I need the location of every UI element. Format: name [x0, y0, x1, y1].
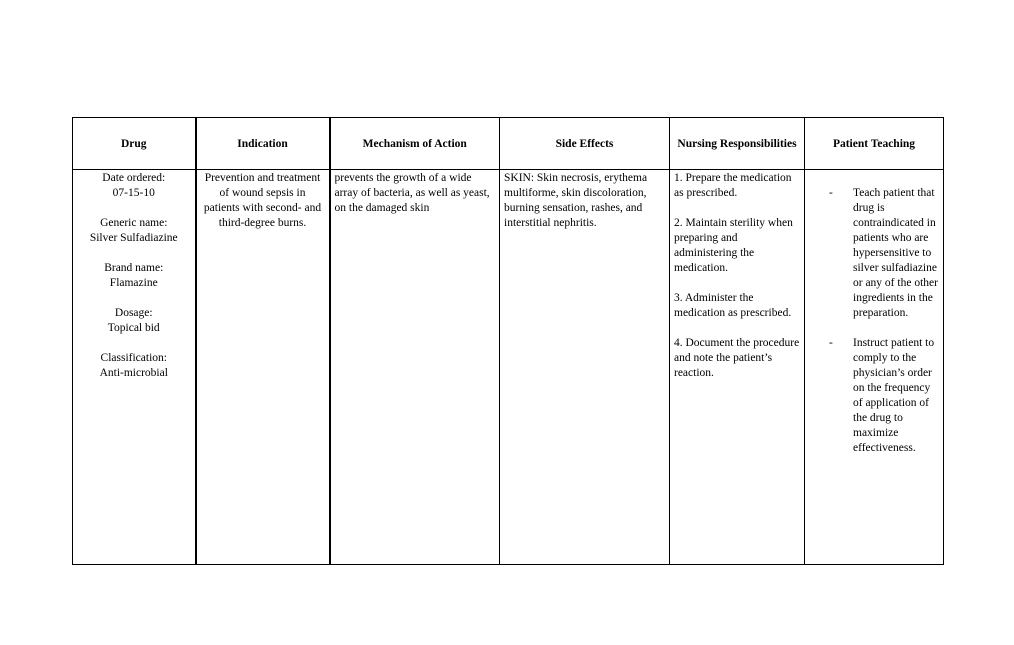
generic-name-label: Generic name:	[100, 217, 168, 229]
teaching-bullet: -	[829, 337, 833, 349]
mechanism-text: prevents the growth of a wide array of bacteria, as well as yeast, on the damaged skin	[334, 172, 490, 214]
nursing-step: 3. Administer the medication as prescribed.	[674, 292, 792, 319]
nursing-step: 4. Document the procedure and note the patient’s reaction.	[674, 337, 800, 379]
header-teaching: Patient Teaching	[805, 118, 944, 170]
nursing-cell	[670, 170, 805, 565]
header-side-effects: Side Effects	[500, 118, 670, 170]
dosage-value: Topical bid	[107, 322, 160, 334]
classification-value: Anti-microbial	[99, 367, 168, 379]
header-nursing: Nursing Responsibilities	[670, 118, 805, 170]
side-effects-text: SKIN: Skin necrosis, erythema multiforme, skin discoloration, burning sensation, rashes, and interstitial nephritis.	[504, 172, 648, 229]
date-ordered-value: 07-15-10	[112, 187, 155, 199]
generic-name-value: Silver Sulfadiazine	[89, 232, 178, 244]
brand-name	[77, 261, 191, 291]
indication-cell	[196, 170, 330, 565]
date-ordered-label: Date ordered:	[102, 172, 166, 184]
teaching-bullet: -	[829, 187, 833, 199]
teaching-text: Teach patient that drug is contraindicated in patients who are hypersensitive to silver sulfadiazine or any of the other ingredients in the preparation.	[853, 187, 938, 319]
content-row	[73, 170, 944, 565]
date-ordered	[77, 171, 191, 201]
teaching-item	[809, 186, 939, 321]
header-drug: Drug	[73, 118, 196, 170]
side-effects-cell	[500, 170, 670, 565]
teaching-item	[809, 336, 939, 456]
drug-study-table	[72, 117, 944, 565]
dosage	[77, 306, 191, 336]
mechanism-cell	[330, 170, 500, 565]
dosage-label: Dosage:	[114, 307, 153, 319]
teaching-text: Instruct patient to comply to the physician’s order on the frequency of application of the drug to maximize effectiveness.	[853, 337, 935, 454]
brand-name-value: Flamazine	[109, 277, 158, 289]
header-indication: Indication	[196, 118, 330, 170]
header-row	[73, 118, 944, 170]
drug-cell	[73, 170, 196, 565]
header-mechanism: Mechanism of Action	[330, 118, 500, 170]
indication-text: Prevention and treatment of wound sepsis in patients with second- and third-degree burns.	[203, 172, 322, 229]
brand-name-label: Brand name:	[104, 262, 164, 274]
generic-name	[77, 216, 191, 246]
classification	[77, 351, 191, 381]
teaching-cell	[805, 170, 944, 565]
teaching-list	[809, 186, 939, 456]
classification-label: Classification:	[100, 352, 167, 364]
nursing-step: 1. Prepare the medication as prescribed.	[674, 172, 792, 199]
nursing-step: 2. Maintain sterility when preparing and administering the medication.	[674, 217, 793, 274]
